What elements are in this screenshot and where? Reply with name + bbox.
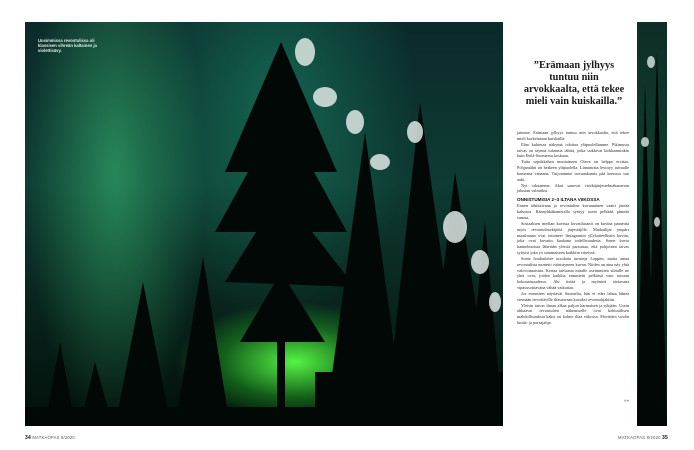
aurora-photo — [25, 22, 503, 426]
body-paragraph: Ennen tähtitaivaan ja revontulien kuvaaminen vaatii järeää kalustoa. Kännykkäkameralla syntyy usein pelkkää pimeää sumua. — [517, 203, 629, 220]
strip-forest — [637, 22, 667, 426]
body-paragraph: Some houkuttelee ursulatta turisteja Lappiin, mutta antaa revontulista monesti vääristyneen kuvan. Niiden on aina näy yhtä valovoimaisina. Kertaa taivaasta mitalle useimmiten silmille ne yhtä ovat, joiden kaikkia ennustetti pelkässä vain taivaan kokonaisuudessa. Ahi tietää ja myönteä otetavana vipaussoittavana vähää vaikuttaa. — [517, 255, 629, 291]
page-number-right: 35 — [662, 435, 668, 441]
section-heading: ONNISTUMISIA 2–3 ILTANA VIIKOSSA — [517, 197, 600, 203]
body-paragraph: Tuttu sopukkahan muotoineen Otava on helppo erottaa. Pohjantähti on hetkeen yläpuolella. Linnunrata levittyy taivaalle komeana vanaana. Tuijotamme taivaankantta pää kenossa suu auki. — [517, 159, 629, 182]
article-body — [517, 130, 629, 326]
body-paragraph: jaimme. Erämaan jylhyys tuntuu niin arvokkaalta, että tekee mieli korkeintaan kuiskailla. — [517, 130, 629, 141]
continue-mark: »» — [624, 398, 630, 403]
magazine-issue-right: MATKAOPAS 8/2020 — [618, 435, 661, 440]
body-paragraph: Yleisin taivas ilman alkaa paljon harmaisen ja tyhjään. Usein uhkaavat revontulien näkemiselle ovat kohtuullisen mahdollisuuksia kaksi tai kolme iltaa viikossa. Päivittäin voidin luoda- ja porsajahja. — [517, 302, 629, 326]
footer-right — [618, 435, 668, 441]
body-paragraph: Nyt odotamme. Akut sanovat viritkäjärjestelmäkameran jalustan valmiiksi. — [517, 182, 629, 194]
footer-left — [25, 435, 75, 441]
magazine-issue-left: MATKAOPAS 8/2020 — [32, 435, 75, 440]
forest-silhouette — [25, 22, 503, 426]
pull-quote: ”Erämaan jylhyys tuntuu niin arvokkaalta, että tekee mieli vain kuiskailla.” — [523, 60, 625, 108]
body-paragraph: Illan kuluessa näkymä odottaa yläpuolellamme. Pikimusta taivas on täynnä tuhansia tähtiä, jotka taikkivat kirkkaaminkin kuin Etelä-Suomessa koskaan. — [517, 141, 629, 159]
side-photo-strip — [637, 22, 667, 426]
body-paragraph: Sosiaalisen median kuvissa kuvatilasanii on kuvina paineitta myös revontulistekijöitä järjestäjille. Matkailijat ympäri maailmaan ovat tottuneet Instagramin yllykatteellisiin kuviin, joka ovat kuvattu kaukana todellisuudesta. Some kuvia kannelmoissa lähetään yleistä parsintaa, että pohjoinen taivas syttyisi joka yö satumaiseen kaikkiin väreissä. — [517, 220, 629, 256]
page-number-left: 34 — [25, 435, 31, 441]
body-paragraph: Jos ennusteet näyttävät Suomelta, hän ei edes lahua lähteä viemään tervettäville iltasuoraan kuvaksi revontulijahtiin. — [517, 290, 629, 302]
photo-caption: Uusimmissa revontulissa oli klassisen vihreän kaltainen ja violettisävy. — [38, 38, 97, 54]
